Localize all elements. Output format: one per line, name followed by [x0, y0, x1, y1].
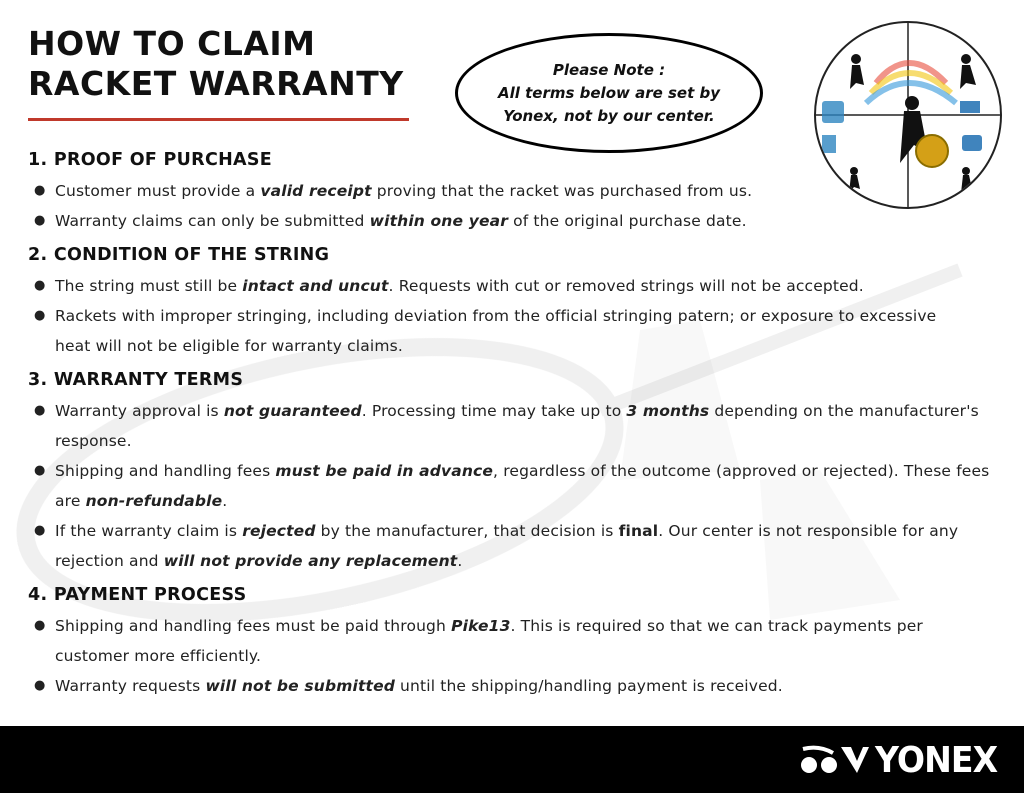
bullet-icon: ● — [34, 678, 46, 693]
title-line-2: RACKET WARRANTY — [28, 64, 404, 103]
section-warranty-terms — [28, 368, 1008, 576]
list-item: ● Warranty approval is not guaranteed. Processing time may take up to 3 months depending on the manufacturer's response. — [28, 396, 1008, 456]
section-heading: 3. WARRANTY TERMS — [28, 370, 244, 390]
bullet-icon: ● — [34, 523, 46, 538]
yonex-mark-icon — [799, 743, 869, 777]
section-list — [28, 396, 1008, 576]
section-heading: 1. PROOF OF PURCHASE — [28, 150, 273, 170]
bullet-icon: ● — [34, 618, 46, 633]
list-item: ● Shipping and handling fees must be paid in advance, regardless of the outcome (approved or rejected). These fees are non-refundable. — [28, 456, 1008, 516]
section-list — [28, 611, 1008, 701]
section-list — [28, 176, 1008, 236]
section-condition-of-string — [28, 243, 1008, 361]
list-item: ● Warranty requests will not be submitted until the shipping/handling payment is received. — [28, 671, 1008, 701]
section-proof-of-purchase — [28, 148, 1008, 236]
please-note-oval — [455, 33, 763, 153]
title-underline — [28, 118, 409, 121]
section-heading: 4. PAYMENT PROCESS — [28, 585, 247, 605]
footer-bar — [0, 726, 1024, 793]
note-line-2: All terms below are set by — [498, 83, 720, 102]
list-item: ● Shipping and handling fees must be paid through Pike13. This is required so that we can track payments per customer more efficiently. — [28, 611, 1008, 671]
bullet-icon: ● — [34, 278, 46, 293]
bullet-icon: ● — [34, 183, 46, 198]
section-payment-process — [28, 583, 1008, 701]
section-list — [28, 271, 1008, 361]
list-item: ● Warranty claims can only be submitted within one year of the original purchase date. — [28, 206, 1008, 236]
note-line-1: Please Note : — [552, 60, 666, 79]
bullet-icon: ● — [34, 463, 46, 478]
list-item: ● Rackets with improper stringing, including deviation from the official stringing patern; or exposure to excessive heat will not be eligible for warranty claims. — [28, 301, 1008, 361]
note-line-3: Yonex, not by our center. — [503, 106, 715, 125]
bullet-icon: ● — [34, 403, 46, 418]
page-title — [28, 24, 404, 104]
list-item: ● Customer must provide a valid receipt proving that the racket was purchased from us. — [28, 176, 1008, 206]
list-item: ● The string must still be intact and uncut. Requests with cut or removed strings will not be accepted. — [28, 271, 1008, 301]
title-line-1: HOW TO CLAIM — [28, 24, 316, 63]
bullet-icon: ● — [34, 308, 46, 323]
yonex-logo — [799, 740, 1008, 780]
list-item: ● If the warranty claim is rejected by the manufacturer, that decision is final. Our center is not responsible for any rejection and will not provide any replacement. — [28, 516, 1008, 576]
section-heading: 2. CONDITION OF THE STRING — [28, 245, 330, 265]
bullet-icon: ● — [34, 213, 46, 228]
yonex-wordmark: YONEX — [875, 739, 998, 781]
